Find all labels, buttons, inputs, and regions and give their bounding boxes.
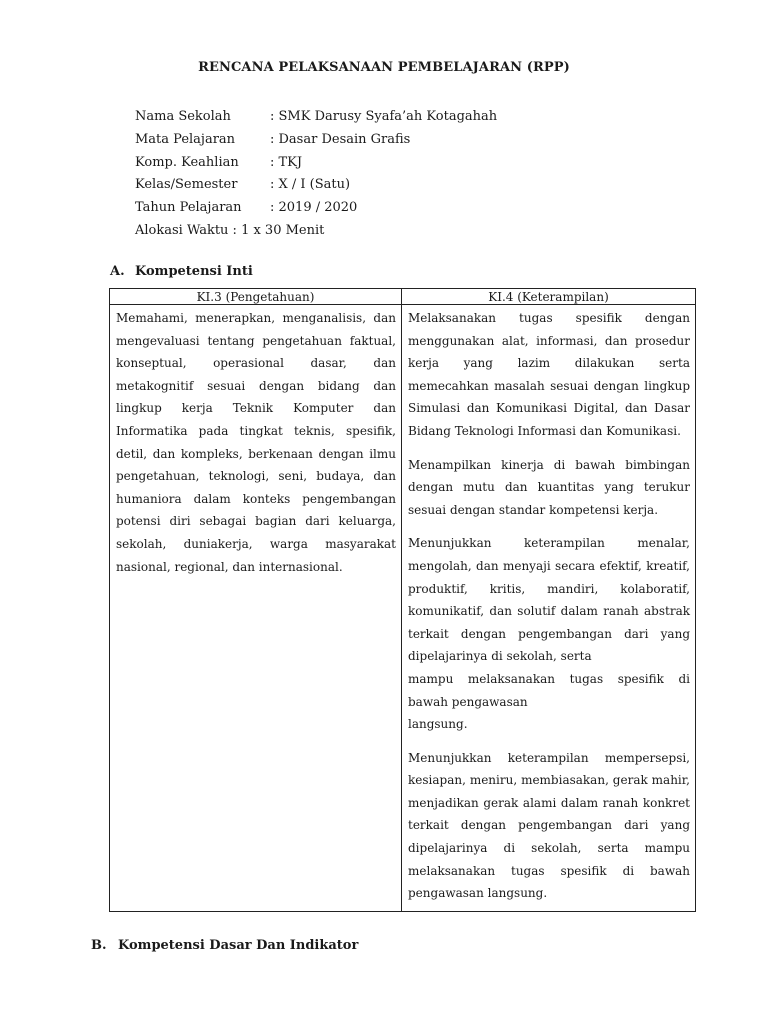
document-title: RENCANA PELAKSANAAN PEMBELAJARAN (RPP) <box>198 60 570 75</box>
identity-row-subject <box>135 129 497 152</box>
identity-row-school <box>135 106 497 129</box>
ki4-paragraph-3: Menunjukkan keterampilan menalar, mengolah, dan menyaji secara efektif, kreatif, produktif, kritis, mandiri, kolaboratif, komunikatif, dan solutif dalam ranah abstrak terkait dengan pengembangan dari yang dipelajarinya di sekolah, serta <box>408 536 690 664</box>
table-header-row <box>110 289 696 305</box>
identity-value: : 2019 / 2020 <box>270 200 358 216</box>
section-b-heading <box>91 938 358 953</box>
identity-value: : TKJ <box>270 154 303 170</box>
ki4-paragraph-3-line: bawah pengawasan <box>408 694 528 709</box>
identity-label: Komp. Keahlian <box>135 154 239 170</box>
identity-label: Kelas/Semester <box>135 177 238 193</box>
identity-row-time: Alokasi Waktu : 1 x 30 Menit <box>135 222 325 238</box>
ki3-cell <box>110 305 402 912</box>
identity-row-year <box>135 197 497 220</box>
ki4-paragraph-4: Menunjukkan keterampilan mempersepsi, kesiapan, meniru, membiasakan, gerak mahir, menjadikan gerak alami dalam ranah konkret terkait dengan pengembangan dari yang dipelajarinya di sekolah, serta mampu melaksanakan tugas spesifik di bawah pengawasan langsung. <box>408 750 690 901</box>
identity-value: : SMK Darusy Syafa’ah Kotagahah <box>270 109 498 124</box>
ki4-paragraph-2: Menampilkan kinerja di bawah bimbingan dengan mutu dan kuantitas yang terukur sesuai dengan standar kompetensi kerja. <box>408 457 690 517</box>
section-title: Kompetensi Dasar Dan Indikator <box>118 938 359 953</box>
identity-value: : X / I (Satu) <box>270 177 351 193</box>
ki4-paragraph-3-line: langsung. <box>408 717 468 732</box>
ki4-cell <box>402 305 696 912</box>
identity-row-class <box>135 174 497 197</box>
ki4-paragraph-3-line: mampu melaksanakan tugas spesifik di <box>408 671 690 686</box>
identity-block <box>135 106 497 243</box>
section-letter: A. <box>110 264 125 279</box>
ki3-text: Memahami, menerapkan, menganalisis, dan mengevaluasi tentang pengetahuan faktual, konseptual, operasional dasar, dan metakognitif sesuai dengan bidang dan lingkup kerja Teknik Komputer dan Informatika pada tingkat teknis, spesifik, detil, dan kompleks, berkenaan dengan ilmu pengetahuan, teknologi, seni, budaya, dan humaniora dalam konteks pengembangan potensi diri sebagai bagian dari keluarga, sekolah, duniakerja, warga masyarakat nasional, regional, dan internasional. <box>116 311 396 574</box>
ki4-header: KI.4 (Keterampilan) <box>402 289 696 305</box>
identity-row-expertise <box>135 152 497 175</box>
identity-label: Tahun Pelajaran <box>135 200 242 216</box>
section-title: Kompetensi Inti <box>135 264 253 279</box>
identity-value: : Dasar Desain Grafis <box>270 131 411 147</box>
identity-label: Nama Sekolah <box>135 109 231 124</box>
identity-label: Mata Pelajaran <box>135 131 236 147</box>
ki3-header: KI.3 (Pengetahuan) <box>110 289 402 305</box>
section-letter: B. <box>91 938 107 953</box>
table-row <box>110 305 696 912</box>
kompetensi-inti-table <box>109 288 696 912</box>
section-a-heading <box>110 264 253 279</box>
ki4-paragraph-1: Melaksanakan tugas spesifik dengan menggunakan alat, informasi, dan prosedur kerja yang lazim dilakukan serta memecahkan masalah sesuai dengan lingkup Simulasi dan Komunikasi Digital, dan Dasar Bidang Teknologi Informasi dan Komunikasi. <box>408 311 690 438</box>
